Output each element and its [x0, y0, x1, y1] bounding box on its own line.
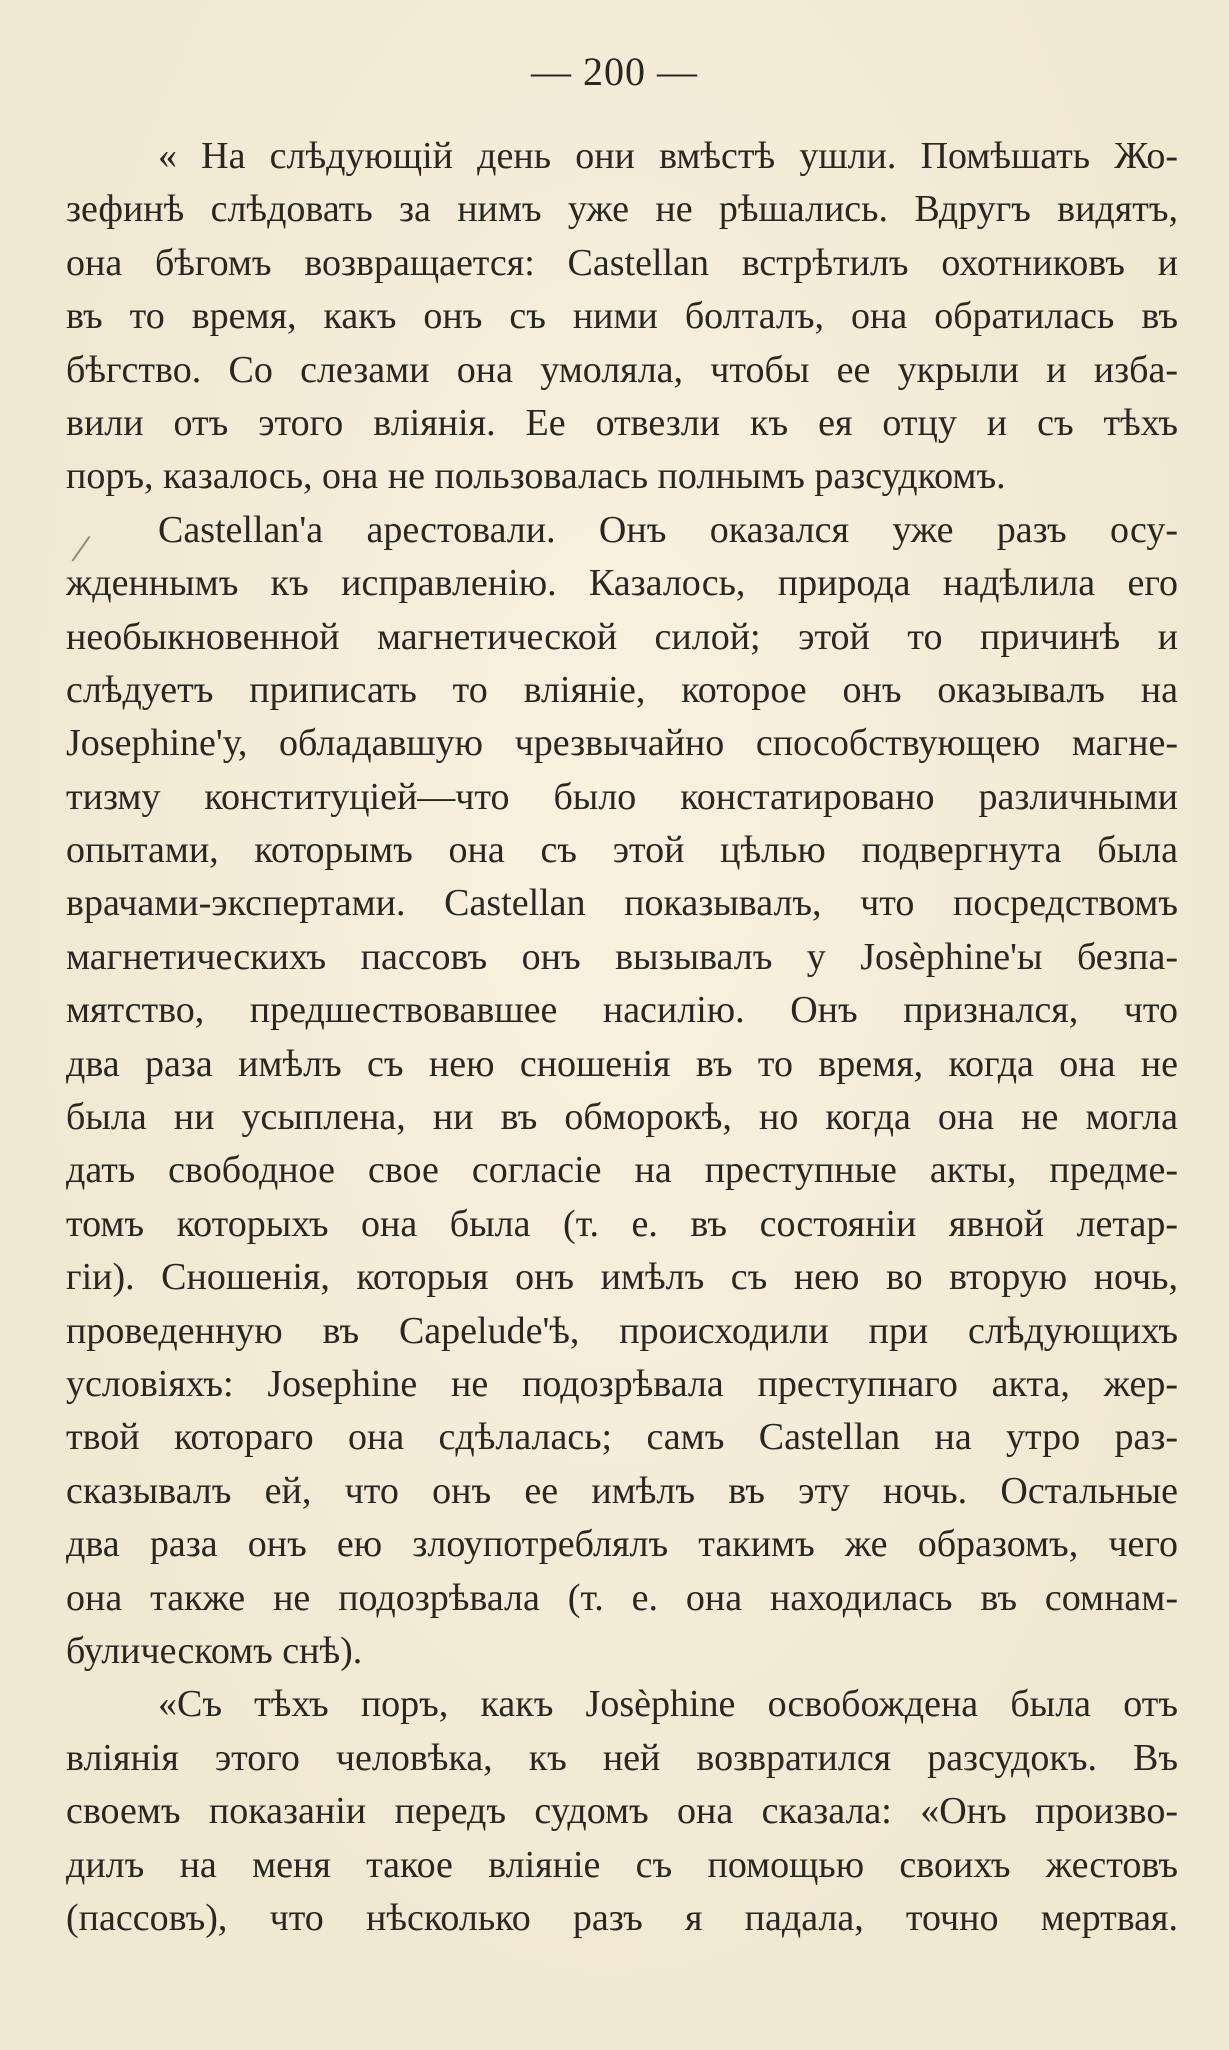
text-line: магнетическихъ пассовъ онъ вызывалъ у Josèphine'ы безпа-	[66, 935, 1178, 978]
text-line: булическомъ снѣ).	[66, 1629, 363, 1672]
text-line: дать свободное свое согласіе на преступные акты, предме-	[66, 1149, 1178, 1192]
text-line: зефинѣ слѣдовать за нимъ уже не рѣшались. Вдругъ видятъ,	[66, 188, 1178, 231]
text-line: томъ которыхъ она была (т. е. въ состояніи явной летар-	[66, 1202, 1178, 1245]
text-line: поръ, казалось, она не пользовалась полнымъ разсудкомъ.	[66, 455, 1006, 498]
text-line: два раза онъ ею злоупотреблялъ такимъ же образомъ, чего	[66, 1523, 1178, 1566]
text-line: (пассовъ), что нѣсколько разъ я падала, точно мертвая.	[66, 1896, 1178, 1939]
page-number: — 200 —	[531, 49, 698, 94]
text-line: жденнымъ къ исправленію. Казалось, природа надѣлила его	[66, 562, 1178, 605]
text-line: она также не подозрѣвала (т. е. она находилась въ сомнам-	[66, 1576, 1178, 1619]
text-line: вили отъ этого вліянія. Ее отвезли къ ея отцу и съ тѣхъ	[66, 401, 1178, 444]
text-line: « На слѣдующій день они вмѣстѣ ушли. Помѣшать Жо-	[158, 135, 1178, 177]
text-line: необыкновенной магнетической силой; этой то причинѣ и	[66, 615, 1178, 658]
text-line: гіи). Сношенія, которыя онъ имѣлъ съ нею во вторую ночь,	[66, 1256, 1178, 1299]
body-text	[66, 130, 1178, 1945]
text-line: Castellan'а арестовали. Онъ оказался уже разъ осу-	[158, 508, 1178, 551]
text-line: сказывалъ ей, что онъ ее имѣлъ въ эту ночь. Остальные	[66, 1469, 1178, 1512]
text-line: Josephine'у, обладавшую чрезвычайно способствующею магне-	[66, 722, 1178, 765]
text-line: «Съ тѣхъ поръ, какъ Josèphine освобождена была отъ	[158, 1683, 1178, 1726]
text-line: своемъ показаніи передъ судомъ она сказала: «Онъ произво-	[66, 1790, 1178, 1833]
text-line: вліянія этого человѣка, къ ней возвратился разсудокъ. Въ	[66, 1736, 1178, 1779]
text-line: два раза имѣлъ съ нею сношенія въ то время, когда она не	[66, 1042, 1178, 1085]
paragraph-1	[66, 130, 1178, 504]
text-line: бѣгство. Со слезами она умоляла, чтобы ее укрыли и изба-	[66, 348, 1178, 391]
text-line: твой котораго она сдѣлалась; самъ Castellan на утро раз-	[66, 1416, 1178, 1459]
text-line: была ни усыплена, ни въ обморокѣ, но когда она не могла	[66, 1096, 1178, 1139]
text-line: врачами-экспертами. Castellan показывалъ, что посредствомъ	[66, 882, 1178, 925]
text-line: условіяхъ: Josephine не подозрѣвала преступнаго акта, жер-	[66, 1362, 1178, 1405]
text-line: мятство, предшествовавшее насилію. Онъ признался, что	[66, 989, 1178, 1032]
paragraph-3	[66, 1678, 1178, 1945]
text-line: тизму конституціей—что было констатировано различными	[66, 775, 1178, 818]
text-line: слѣдуетъ приписать то вліяніе, которое онъ оказывалъ на	[66, 668, 1178, 711]
text-line: опытами, которымъ она съ этой цѣлью подвергнута была	[66, 829, 1178, 872]
text-line: проведенную въ Capelude'ѣ, происходили при слѣдующихъ	[66, 1309, 1178, 1352]
paragraph-2	[66, 504, 1178, 1679]
text-line: она бѣгомъ возвращается: Castellan встрѣтилъ охотниковъ и	[66, 241, 1178, 284]
text-line: дилъ на меня такое вліяніе съ помощью своихъ жестовъ	[66, 1843, 1178, 1886]
text-line: въ то время, какъ онъ съ ними болталъ, она обратилась въ	[66, 295, 1178, 338]
